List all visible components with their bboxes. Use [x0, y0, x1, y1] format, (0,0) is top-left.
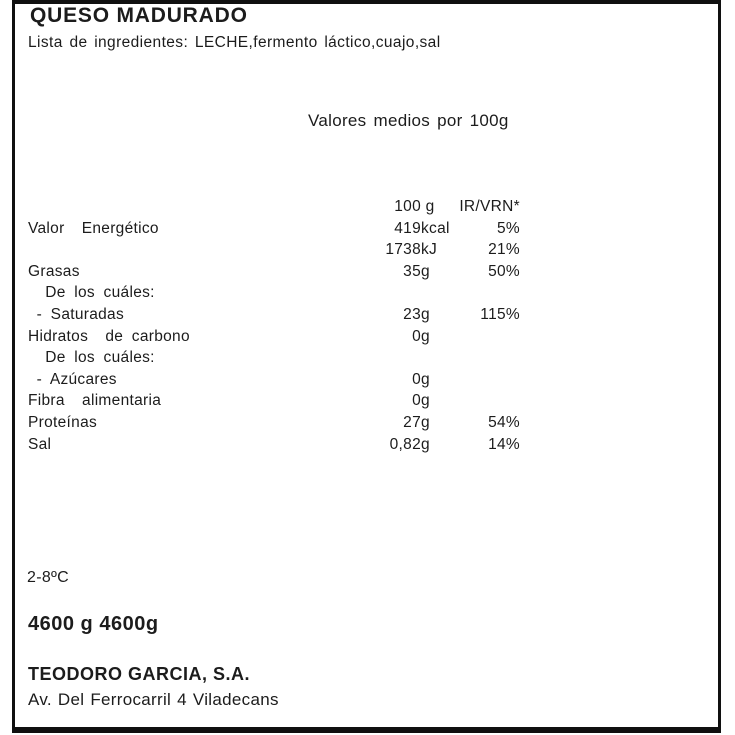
- nutrition-row-energy: [28, 218, 520, 240]
- nutrient-amount: 35: [403, 262, 421, 280]
- nutrient-label: Fibra alimentaria: [28, 392, 162, 410]
- nutrient-unit: g: [421, 305, 430, 323]
- nutrient-label: - Azúcares: [28, 370, 117, 388]
- nutrient-label: - Saturadas: [28, 305, 125, 323]
- nutrient-pct: [458, 347, 520, 369]
- nutrient-pct: 50%: [488, 262, 520, 280]
- nutrient-label: Grasas: [28, 262, 80, 280]
- producer-address: Av. Del Ferrocarril 4 Viladecans: [28, 690, 279, 709]
- nutrient-amount: [345, 282, 421, 304]
- nutrition-row-of-which-carbs: [28, 347, 520, 369]
- nutrition-row-energy-kj: [28, 239, 520, 261]
- producer-name: TEODORO GARCIA, S.A.: [28, 664, 251, 684]
- nutrient-amount: 0: [412, 392, 421, 410]
- nutrient-amount: 27: [403, 413, 421, 431]
- nutrient-unit: g: [421, 198, 435, 215]
- ingredients-line: Lista de ingredientes: LECHE,fermento láctico,cuajo,sal: [28, 34, 441, 51]
- nutrient-label: De los cuáles:: [28, 284, 155, 302]
- nutrient-unit: g: [421, 413, 430, 431]
- nutrient-amount: 1738: [385, 241, 421, 259]
- nutrient-unit: [421, 347, 458, 369]
- column-header-irvrn: IR/VRN*: [459, 198, 520, 215]
- nutrient-amount: 23: [403, 305, 421, 323]
- nutrient-unit: kcal: [421, 219, 450, 237]
- nutrient-label: De los cuáles:: [28, 349, 155, 367]
- nutrition-row-protein: [28, 412, 520, 434]
- nutrition-row-sugars: [28, 369, 520, 391]
- nutrition-row-carbs: [28, 326, 520, 348]
- nutrition-table: [28, 196, 520, 455]
- nutrient-unit: g: [421, 327, 430, 345]
- nutrient-label: [28, 196, 345, 218]
- nutrient-label: [28, 239, 345, 261]
- nutrient-pct: 21%: [488, 241, 520, 259]
- nutrition-row-saturates: [28, 304, 520, 326]
- nutrient-pct: [458, 282, 520, 304]
- nutrition-table-caption: Valores medios por 100g: [308, 111, 509, 130]
- nutrient-amount: 419: [394, 219, 421, 237]
- nutrient-amount: 0: [412, 327, 421, 345]
- nutrition-row-fibre: [28, 390, 520, 412]
- nutrient-amount: 0,82: [389, 435, 421, 453]
- product-title: QUESO MADURADO: [30, 4, 248, 27]
- nutrient-unit: g: [421, 262, 430, 280]
- nutrient-pct: 54%: [488, 413, 520, 431]
- nutrient-label: Sal: [28, 435, 52, 453]
- nutrient-unit: g: [421, 435, 430, 453]
- nutrient-unit: kJ: [421, 241, 438, 259]
- nutrition-row-salt: [28, 434, 520, 456]
- nutrient-label: Hidratos de carbono: [28, 327, 190, 345]
- nutrient-amount: 100: [394, 198, 421, 215]
- nutrition-row-of-which-fat: [28, 282, 520, 304]
- nutrient-amount: [345, 347, 421, 369]
- nutrient-unit: [421, 282, 458, 304]
- net-weight: 4600 g 4600g: [28, 613, 159, 635]
- nutrition-header-row: [28, 196, 520, 218]
- nutrient-label: Valor Energético: [28, 219, 159, 237]
- nutrient-unit: g: [421, 392, 430, 410]
- nutrient-pct: [458, 369, 520, 391]
- nutrient-label: Proteínas: [28, 413, 98, 431]
- nutrient-pct: 14%: [488, 435, 520, 453]
- nutrition-row-fat: [28, 261, 520, 283]
- nutrient-pct: 5%: [496, 219, 520, 237]
- storage-temperature: 2-8ºC: [27, 569, 70, 586]
- nutrient-unit: g: [421, 370, 430, 388]
- nutrient-pct: [458, 390, 520, 412]
- nutrient-pct: [458, 326, 520, 348]
- nutrient-pct: 115%: [480, 305, 520, 323]
- nutrient-amount: 0: [412, 370, 421, 388]
